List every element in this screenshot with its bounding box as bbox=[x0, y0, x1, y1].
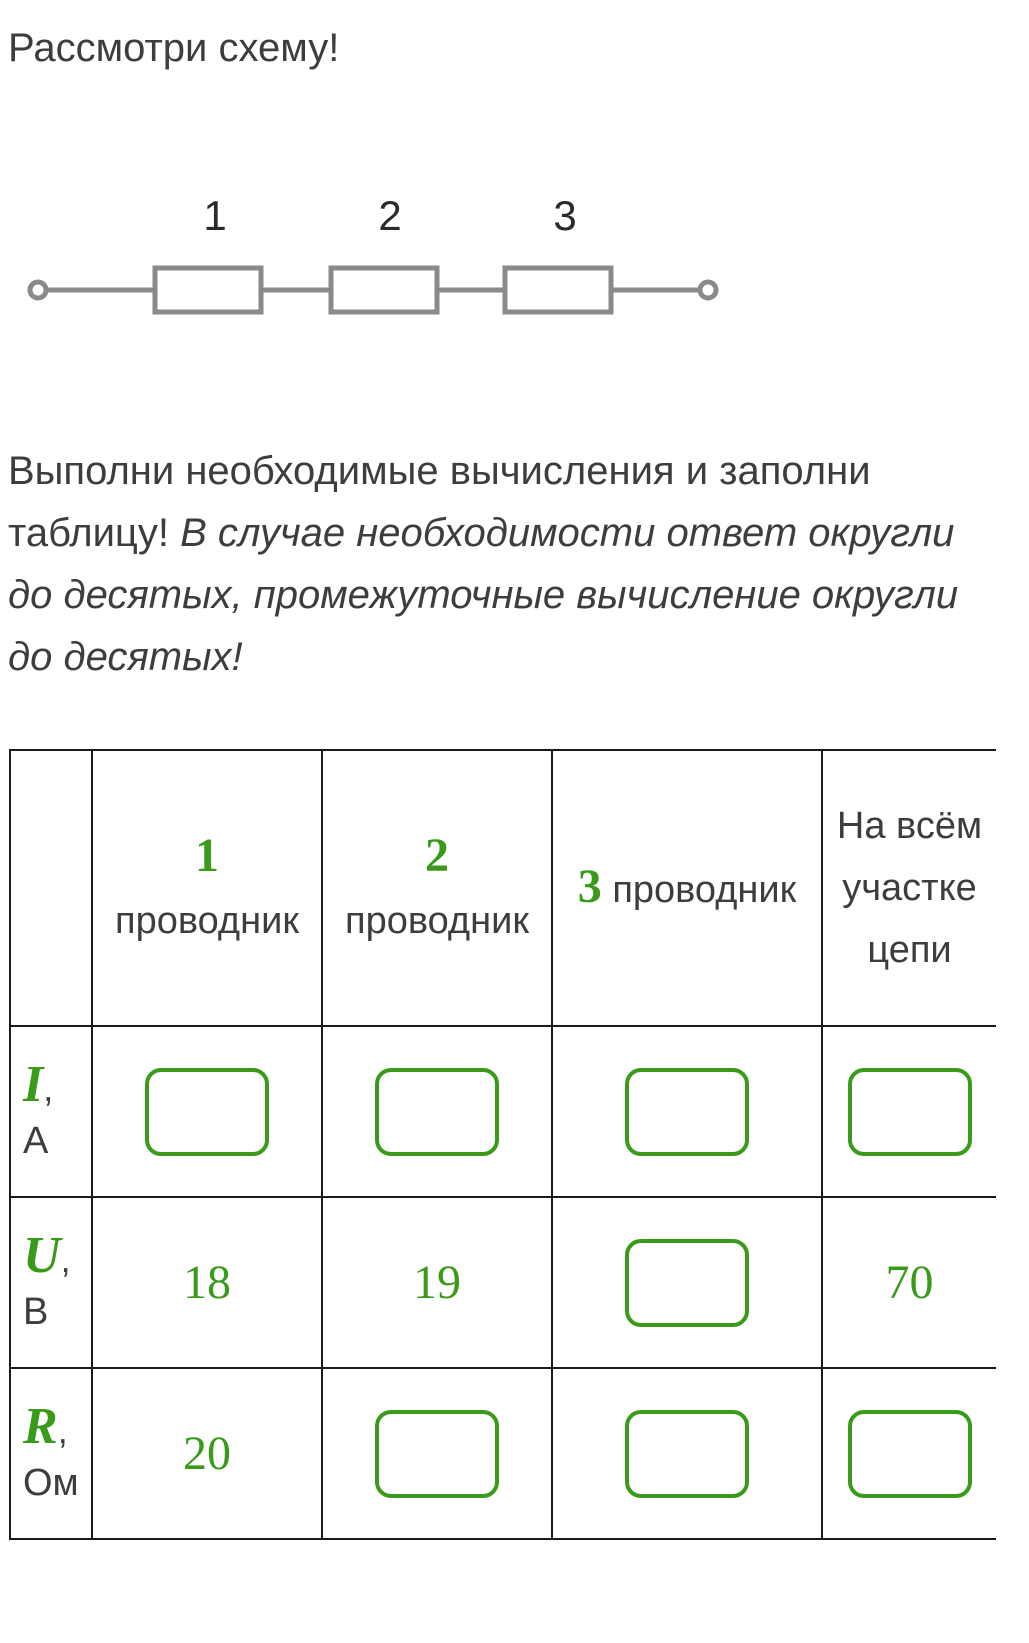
quantity-label-current: I, А bbox=[10, 1026, 92, 1197]
intro-text: Рассмотри схему! bbox=[8, 26, 340, 70]
value-resistance-1: 20 bbox=[92, 1368, 322, 1539]
header-label: проводник bbox=[115, 899, 299, 942]
header-whole-circuit bbox=[822, 750, 996, 1026]
cell-current-total bbox=[822, 1026, 996, 1197]
header-conductor-2 bbox=[322, 750, 552, 1026]
quantity-symbol: U bbox=[23, 1227, 61, 1284]
header-number: 1 bbox=[195, 828, 219, 882]
header-number: 3 bbox=[577, 859, 602, 913]
answer-input-current-3[interactable] bbox=[625, 1068, 749, 1156]
cell-current-3 bbox=[552, 1026, 822, 1197]
left-terminal bbox=[30, 282, 46, 298]
answer-input-current-1[interactable] bbox=[145, 1068, 269, 1156]
answer-input-current-2[interactable] bbox=[375, 1068, 499, 1156]
task-instructions bbox=[8, 440, 968, 688]
resistor-1 bbox=[155, 268, 261, 312]
header-label: проводник bbox=[345, 899, 529, 942]
quantity-unit: В bbox=[23, 1291, 49, 1333]
task-note: В случае необходимости ответ округли до десятых, промежуточные вычисление округли до десятых! bbox=[8, 511, 959, 679]
table-header-row bbox=[10, 750, 996, 1026]
table-row-voltage bbox=[10, 1197, 996, 1368]
answer-input-resistance-2[interactable] bbox=[375, 1410, 499, 1498]
resistor-2 bbox=[331, 268, 437, 312]
header-label: На всём участке цепи bbox=[836, 805, 983, 971]
resistor-3-label: 3 bbox=[553, 192, 577, 239]
right-terminal bbox=[700, 282, 716, 298]
header-number: 2 bbox=[425, 828, 449, 882]
answer-input-voltage-3[interactable] bbox=[625, 1239, 749, 1327]
answer-input-resistance-3[interactable] bbox=[625, 1410, 749, 1498]
resistor-2-label: 2 bbox=[378, 192, 402, 239]
answer-input-current-total[interactable] bbox=[848, 1068, 972, 1156]
answer-table bbox=[9, 749, 996, 1540]
value-voltage-total: 70 bbox=[822, 1197, 996, 1368]
table-row-resistance bbox=[10, 1368, 996, 1539]
resistor-1-label: 1 bbox=[203, 192, 227, 239]
quantity-symbol: I bbox=[23, 1056, 44, 1113]
corner-cell bbox=[10, 750, 92, 1026]
cell-resistance-total bbox=[822, 1368, 996, 1539]
header-conductor-1 bbox=[92, 750, 322, 1026]
task-main: Выполни необходимые вычисления и заполни таблицу! bbox=[8, 449, 871, 555]
header-conductor-3 bbox=[552, 750, 822, 1026]
table-row-current bbox=[10, 1026, 996, 1197]
quantity-label-resistance: R, Ом bbox=[10, 1368, 92, 1539]
cell-current-2 bbox=[322, 1026, 552, 1197]
value-voltage-1: 18 bbox=[92, 1197, 322, 1368]
value-voltage-2: 19 bbox=[322, 1197, 552, 1368]
quantity-unit: А bbox=[23, 1120, 49, 1162]
header-label: проводник bbox=[612, 868, 797, 911]
quantity-symbol: R bbox=[23, 1398, 58, 1455]
cell-voltage-3 bbox=[552, 1197, 822, 1368]
quantity-label-voltage: U, В bbox=[10, 1197, 92, 1368]
cell-current-1 bbox=[92, 1026, 322, 1197]
cell-resistance-2 bbox=[322, 1368, 552, 1539]
cell-resistance-3 bbox=[552, 1368, 822, 1539]
resistor-3 bbox=[505, 268, 611, 312]
answer-input-resistance-total[interactable] bbox=[848, 1410, 972, 1498]
series-circuit-diagram bbox=[20, 185, 740, 335]
quantity-unit: Ом bbox=[23, 1462, 79, 1504]
